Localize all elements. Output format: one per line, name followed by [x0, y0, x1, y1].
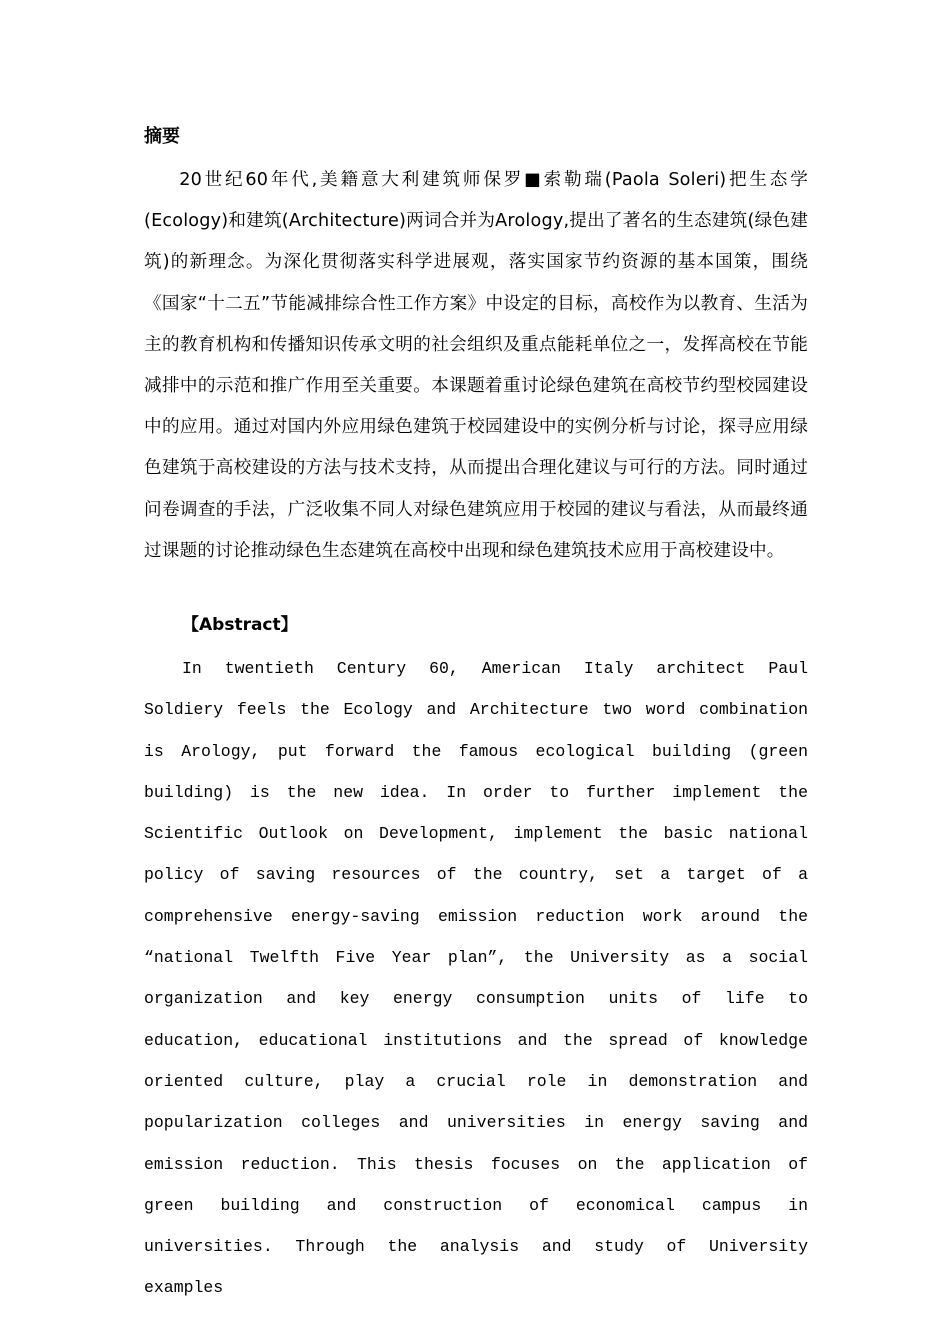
abstract-cn-body: 20世纪60年代,美籍意大利建筑师保罗■索勒瑞(Paola Soleri)把生态学(Ecology)和建筑(Architecture)两词合并为Arology,提出了著名的生态建筑(绿色建筑)的新理念。为深化贯彻落实科学进展观，落实国家节约资源的基本国策，围绕《国家“十二五”节能减排综合性工作方案》中设定的目标，高校作为以教育、生活为主的教育机构和传播知识传承文明的社会组织及重点能耗单位之一，发挥高校在节能减排中的示范和推广作用至关重要。本课题着重讨论绿色建筑在高校节约型校园建设中的应用。通过对国内外应用绿色建筑于校园建设中的实例分析与讨论，探寻应用绿色建筑于高校建设的方法与技术支持，从而提出合理化建议与可行的方法。同时通过问卷调查的手法，广泛收集不同人对绿色建筑应用于校园的建议与看法，从而最终通过课题的讨论推动绿色生态建筑在高校中出现和绿色建筑技术应用于高校建设中。 — [144, 170, 808, 561]
abstract-cn-heading: 摘要 — [144, 126, 180, 147]
abstract-en-heading: 【Abstract】 — [182, 615, 298, 635]
abstract-en-body: In twentieth Century 60, American Italy architect Paul Soldiery feels the Ecology and Architecture two word combination is Arology, put forward the famous ecological building (green building) is the new idea. In order to further implement the Scientific Outlook on Development, implement the basic national policy of saving resources of the country, set a target of a comprehensive energy-saving emission reduction work around the “national Twelfth Five Year plan”, the University as a social organization and key energy consumption units of life to education, educational institutions and the spread of knowledge oriented culture, play a crucial role in demonstration and popularization colleges and universities in energy saving and emission reduction. This thesis focuses on the application of green building and construction of economical campus in universities. Through the analysis and study of University examples — [144, 659, 808, 1298]
